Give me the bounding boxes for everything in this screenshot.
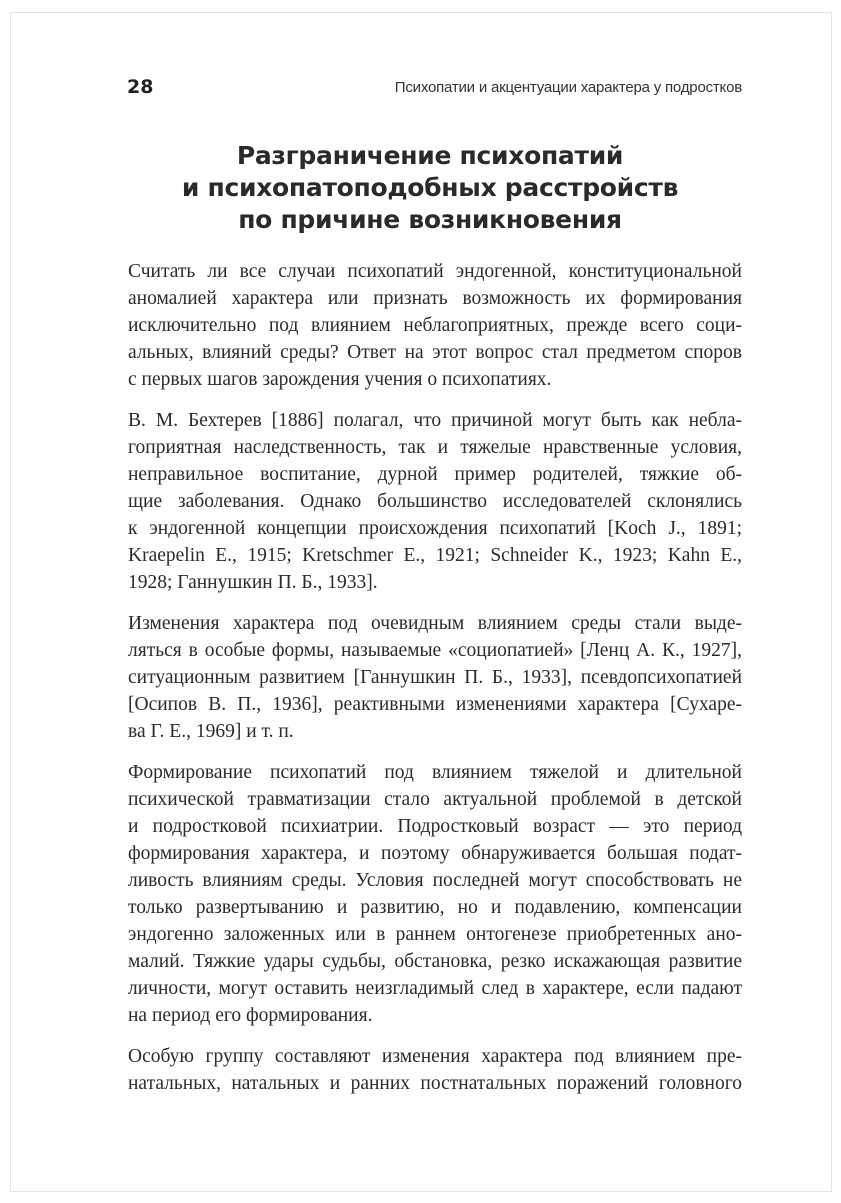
text-line: гоприятная наследственность, так и тяжелые нравственные условия, xyxy=(128,437,742,458)
text-line: ливость влияниям среды. Условия последней могут способствовать не xyxy=(128,870,742,891)
text-line: исключительно под влиянием неблагоприятных, прежде всего соци- xyxy=(128,315,742,336)
paragraph xyxy=(128,258,742,393)
text-line: ситуационным развитием [Ганнушкин П. Б., 1933], псевдопсихопатией xyxy=(128,667,742,688)
paragraph xyxy=(128,407,742,596)
text-line: личности, могут оставить неизгладимый след в характере, если падают xyxy=(128,978,742,999)
text-line: малий. Тяжкие удары судьбы, обстановка, резко искажающая развитие xyxy=(128,951,742,972)
text-line: натальных, натальных и ранних постнатальных поражений головного xyxy=(128,1073,742,1094)
title-line: по причине возникновения xyxy=(238,205,622,234)
text-line: к эндогенной концепции происхождения психопатий [Koch J., 1891; xyxy=(128,518,742,539)
text-line: Kraepelin E., 1915; Kretschmer E., 1921; Schneider K., 1923; Kahn E., xyxy=(128,545,742,566)
text-line: альных, влияний среды? Ответ на этот вопрос стал предметом споров xyxy=(128,342,742,363)
text-line: Считать ли все случаи психопатий эндогенной, конституциональной xyxy=(128,261,742,282)
text-line: ва Г. Е., 1969] и т. п. xyxy=(128,721,294,742)
text-line: аномалией характера или признать возможность их формирования xyxy=(128,288,742,309)
text-line: на период его формирования. xyxy=(128,1005,373,1026)
body-text xyxy=(128,258,742,1111)
text-line: Изменения характера под очевидным влиянием среды стали выде- xyxy=(128,613,742,634)
text-line: только развертыванию и развитию, но и подавлению, компенсации xyxy=(128,897,742,918)
text-line: формирования характера, и поэтому обнаруживается большая подат- xyxy=(128,843,742,864)
paragraph xyxy=(128,759,742,1029)
text-line: [Осипов В. П., 1936], реактивными изменениями характера [Сухаре- xyxy=(128,694,742,715)
paragraph xyxy=(128,610,742,745)
text-line: ляться в особые формы, называемые «социопатией» [Ленц А. К., 1927], xyxy=(128,640,742,661)
paragraph xyxy=(128,1043,742,1097)
text-line: Формирование психопатий под влиянием тяжелой и длительной xyxy=(128,762,742,783)
title-line: Разграничение психопатий xyxy=(236,141,624,170)
text-line: 1928; Ганнушкин П. Б., 1933]. xyxy=(128,572,378,593)
text-line: Особую группу составляют изменения характера под влиянием пре- xyxy=(128,1046,742,1067)
text-line: щие заболевания. Однако большинство исследователей склонялись xyxy=(128,491,742,512)
title-line: и психопатоподобных расстройств xyxy=(181,173,679,202)
text-line: психической травматизации стало актуальной проблемой в детской xyxy=(128,789,742,810)
text-line: В. М. Бехтерев [1886] полагал, что причиной могут быть как небла- xyxy=(128,410,742,431)
text-line: неправильное воспитание, дурной пример родителей, тяжкие об- xyxy=(128,464,742,485)
section-title xyxy=(100,140,760,236)
text-line: с первых шагов зарождения учения о психопатиях. xyxy=(128,369,552,390)
text-line: эндогенно заложенных или в раннем онтогенезе приобретенных ано- xyxy=(128,924,742,945)
page-number: 28 xyxy=(127,76,154,98)
text-line: и подростковой психиатрии. Подростковый возраст — это период xyxy=(128,816,742,837)
running-head: Психопатии и акцентуации характера у подростков xyxy=(394,79,742,96)
